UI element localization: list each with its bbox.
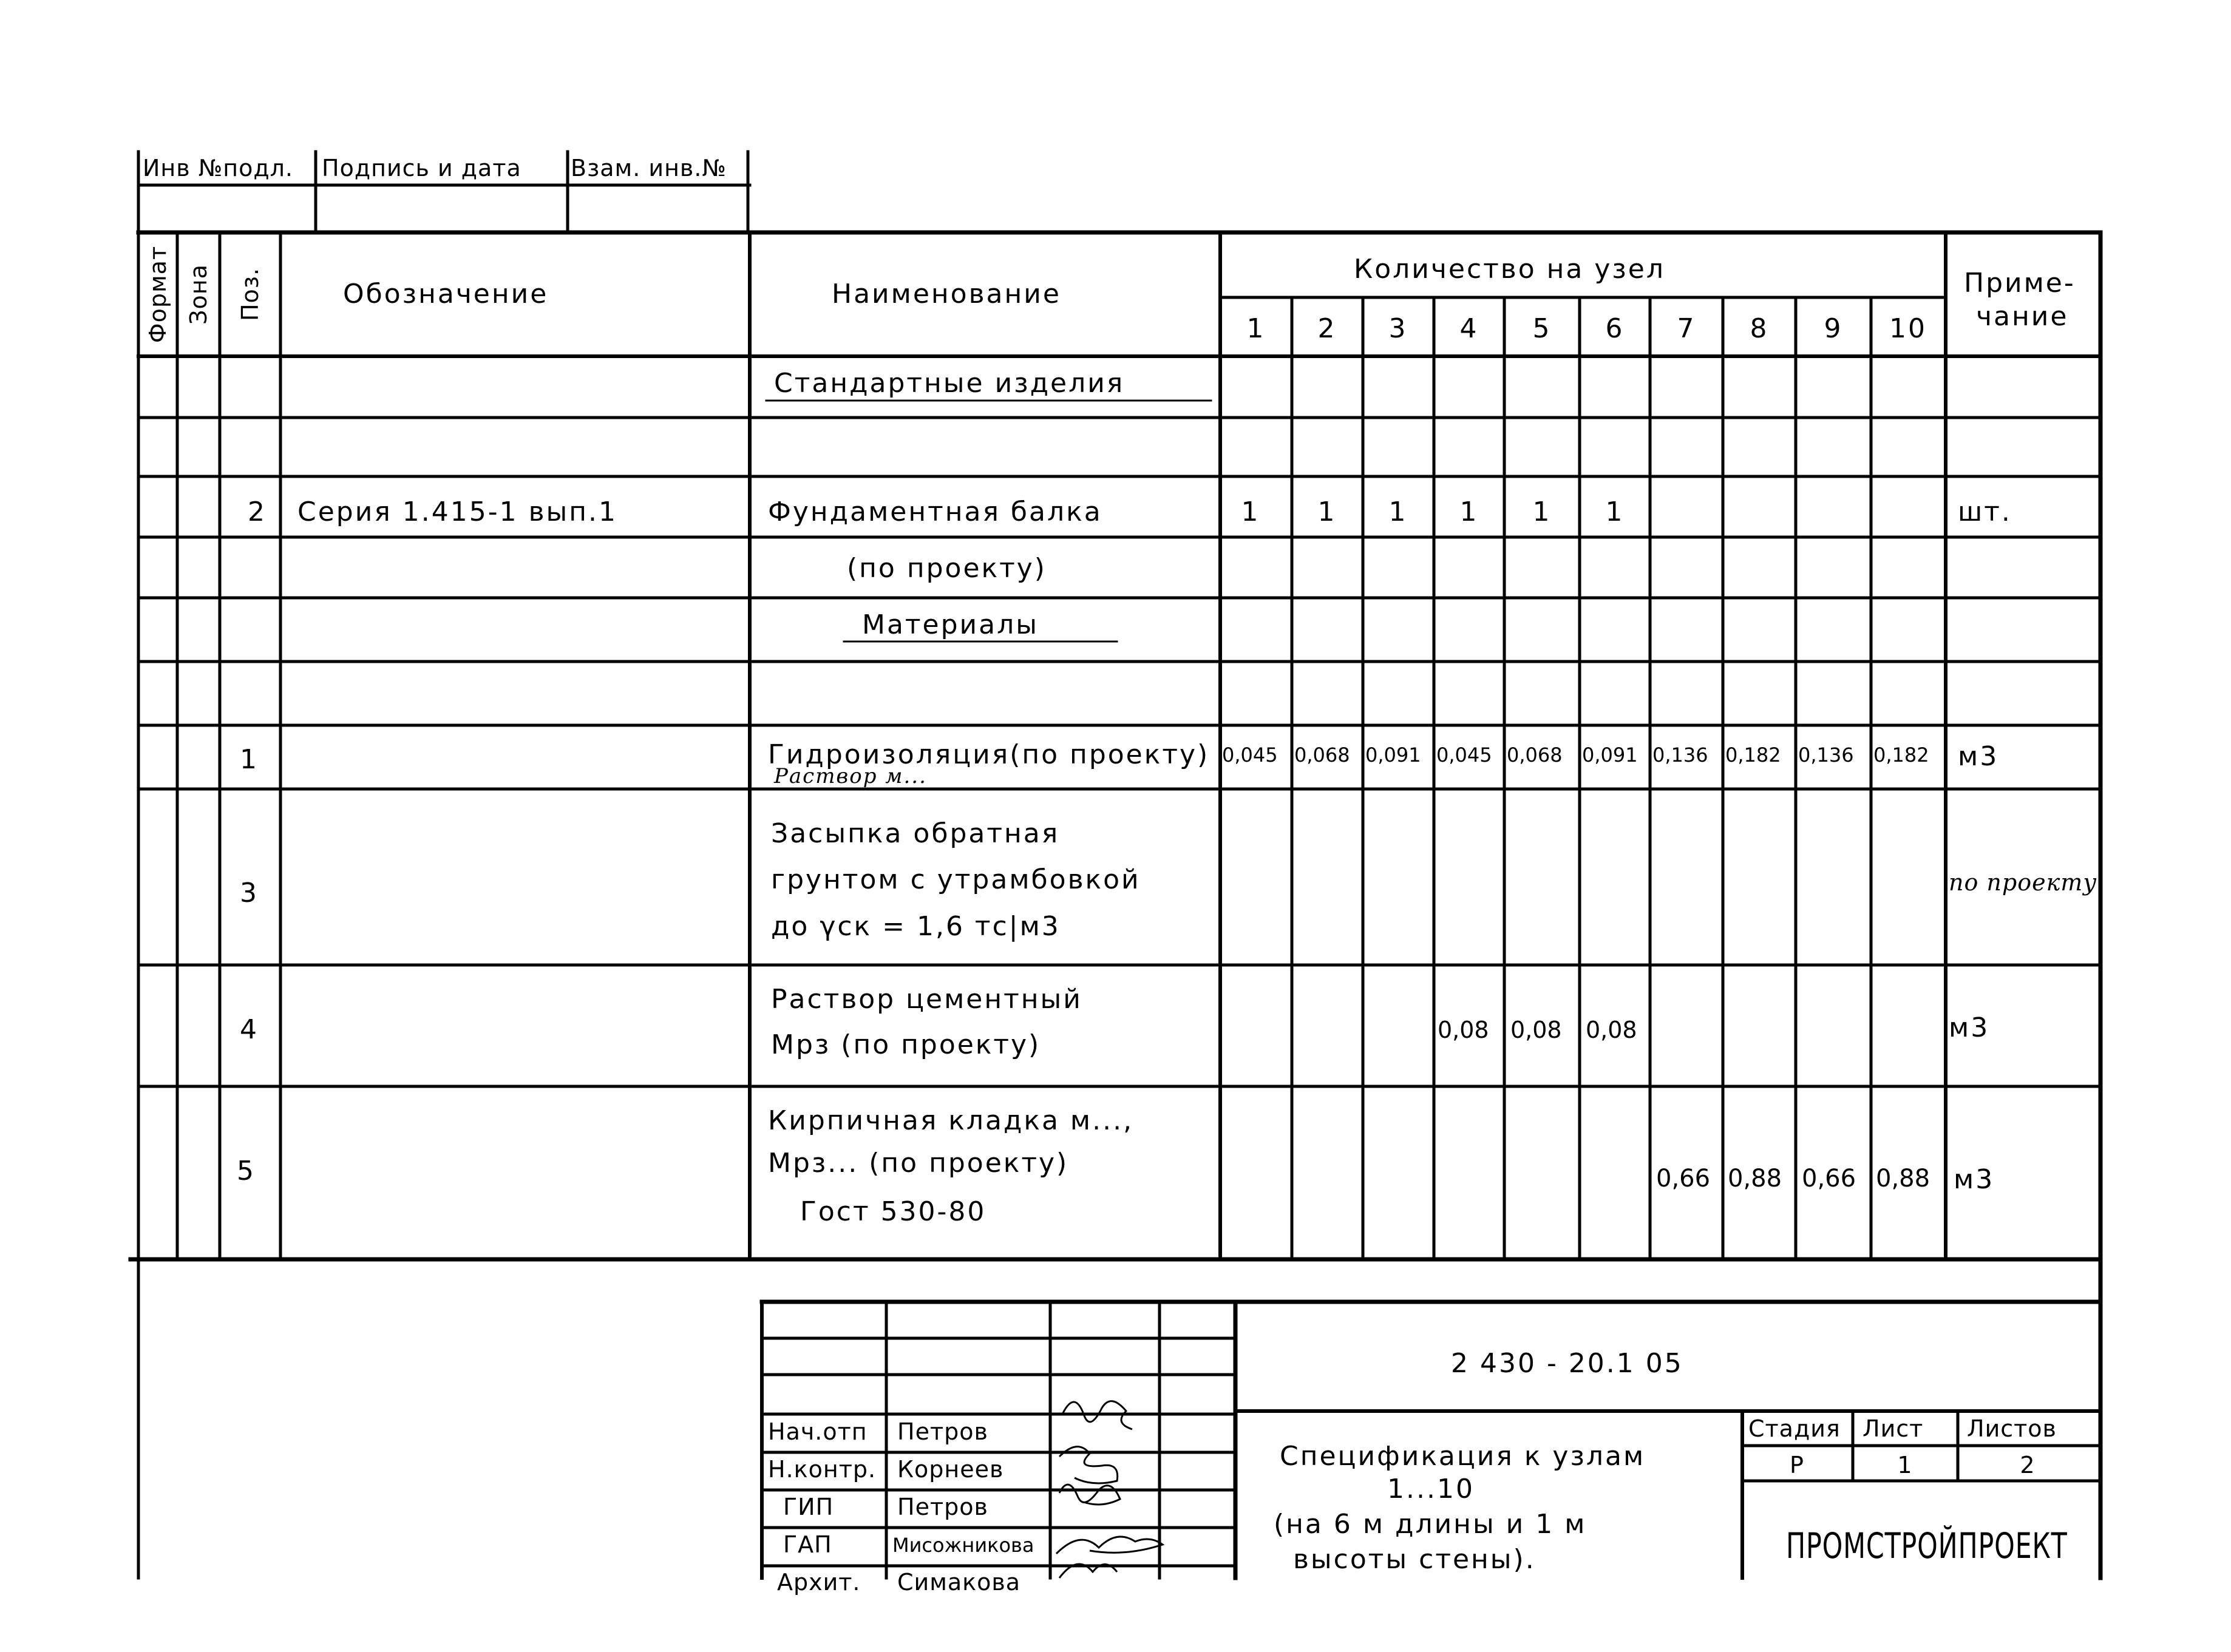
qty-cell: 0,182 [1873, 743, 1929, 767]
signature-role: ГИП [783, 1494, 834, 1520]
signature-role: Архит. [777, 1569, 861, 1596]
signature-role: Нач.отп [768, 1418, 868, 1445]
row-name-line: Гост 530-80 [800, 1196, 986, 1227]
qty-cell: 1 [1532, 496, 1552, 527]
section-standard-items: Стандартные изделия [774, 368, 1125, 399]
stadiya-label: Стадия [1748, 1415, 1841, 1442]
header-oboznachenie: Обозначение [343, 279, 549, 310]
doc-code: 2 430 - 20.1 05 [1451, 1348, 1683, 1379]
header-primechanie-2: чание [1976, 301, 2069, 332]
signature-name: Петров [897, 1418, 988, 1445]
qty-cell: 0,66 [1802, 1165, 1856, 1193]
list-label: Лист [1863, 1415, 1924, 1442]
qty-cell: 1 [1388, 496, 1408, 527]
node-number-2: 2 [1317, 313, 1337, 344]
row-name-line: Раствор цементный [771, 984, 1082, 1015]
listov-label: Листов [1967, 1415, 2057, 1442]
stamp-podpis-data: Подпись и дата [322, 155, 521, 181]
organization-name: ПРОМСТРОЙПРОЕКТ [1786, 1525, 2068, 1566]
header-format: Формат [144, 245, 171, 344]
header-naimenovanie: Наименование [832, 279, 1061, 310]
row-name-line: до γск = 1,6 тс|м3 [771, 911, 1061, 942]
qty-cell: 0,66 [1656, 1165, 1711, 1193]
row-name-line: Мрз (по проекту) [771, 1029, 1041, 1060]
header-poz: Поз. [237, 267, 263, 322]
row-poz: 5 [237, 1156, 256, 1187]
qty-cell: 1 [1317, 496, 1337, 527]
qty-cell: 0,091 [1365, 743, 1421, 767]
title-line: (на 6 м длины и 1 м [1274, 1509, 1587, 1540]
signature-name: Корнеев [897, 1456, 1004, 1483]
qty-cell: 1 [1241, 496, 1260, 527]
stamp-inv-podl: Инв №подл. [143, 155, 294, 181]
node-number-1: 1 [1246, 313, 1266, 344]
qty-cell: 0,136 [1798, 743, 1854, 767]
title-line: 1...10 [1387, 1474, 1475, 1505]
qty-cell: 0,068 [1507, 743, 1563, 767]
qty-cell: 0,068 [1294, 743, 1350, 767]
row-poz: 3 [240, 878, 259, 909]
qty-cell: 0,182 [1725, 743, 1781, 767]
row-name-line: Засыпка обратная [771, 818, 1060, 849]
title-line: высоты стены). [1293, 1544, 1536, 1575]
qty-cell: 0,08 [1510, 1017, 1562, 1043]
title-line: Спецификация к узлам [1280, 1441, 1646, 1472]
qty-cell: 0,08 [1586, 1017, 1637, 1043]
node-number-10: 10 [1889, 313, 1927, 344]
qty-cell: 0,88 [1876, 1165, 1930, 1193]
signature-role: Н.контр. [768, 1456, 877, 1483]
qty-cell: 0,091 [1582, 743, 1638, 767]
row-name-line: грунтом с утрамбовкой [771, 864, 1141, 895]
row-poz: 2 [248, 496, 267, 527]
node-number-7: 7 [1677, 313, 1696, 344]
node-number-5: 5 [1532, 313, 1552, 344]
signature-name: Мисожникова [892, 1534, 1034, 1557]
qty-cell: 0,136 [1652, 743, 1708, 767]
qty-cell: 0,045 [1436, 743, 1492, 767]
qty-cell: 1 [1459, 496, 1479, 527]
stadiya-value: Р [1790, 1452, 1804, 1478]
row-name-line: Фундаментная балка [768, 496, 1102, 527]
row-note: шт. [1958, 496, 2012, 527]
node-number-6: 6 [1605, 313, 1625, 344]
node-number-4: 4 [1459, 313, 1479, 344]
row-name-line: Мрз... (по проекту) [768, 1148, 1069, 1179]
listov-value: 2 [2020, 1452, 2036, 1478]
row-note: м3 [1958, 741, 1999, 772]
node-number-8: 8 [1750, 313, 1769, 344]
header-zona: Зона [185, 264, 212, 325]
row-note: м3 [1954, 1164, 1995, 1195]
section-materials: Материалы [862, 609, 1039, 640]
node-number-3: 3 [1388, 313, 1408, 344]
row-name-line: Кирпичная кладка м..., [768, 1105, 1134, 1136]
row-name-line: (по проекту) [847, 553, 1047, 584]
list-value: 1 [1897, 1452, 1913, 1478]
signature-name: Петров [897, 1494, 988, 1520]
row-note: м3 [1949, 1012, 1990, 1043]
signature-misozhnikova [1056, 1537, 1163, 1554]
stamp-vzam-inv: Взам. инв.№ [571, 155, 727, 181]
qty-cell: 0,88 [1728, 1165, 1782, 1193]
row-note: по проекту [1949, 869, 2097, 896]
signature-name: Симакова [897, 1569, 1021, 1596]
row-designation: Серия 1.415-1 вып.1 [297, 496, 618, 527]
header-primechanie-1: Приме- [1964, 268, 2076, 299]
qty-cell: 0,08 [1438, 1017, 1489, 1043]
row-poz: 4 [240, 1014, 259, 1045]
approval-stamp-lines [138, 152, 750, 1578]
header-kolichestvo: Количество на узел [1354, 254, 1665, 285]
signature-petrov-2 [1059, 1484, 1120, 1505]
signature-role: ГАП [783, 1531, 832, 1558]
node-number-9: 9 [1824, 313, 1843, 344]
qty-cell: 1 [1605, 496, 1625, 527]
row-poz: 1 [240, 744, 259, 775]
row-handnote: Раствор м... [774, 764, 927, 788]
row-name-line: Гидроизоляция(по проекту) [768, 739, 1210, 770]
qty-cell: 0,045 [1222, 743, 1278, 767]
